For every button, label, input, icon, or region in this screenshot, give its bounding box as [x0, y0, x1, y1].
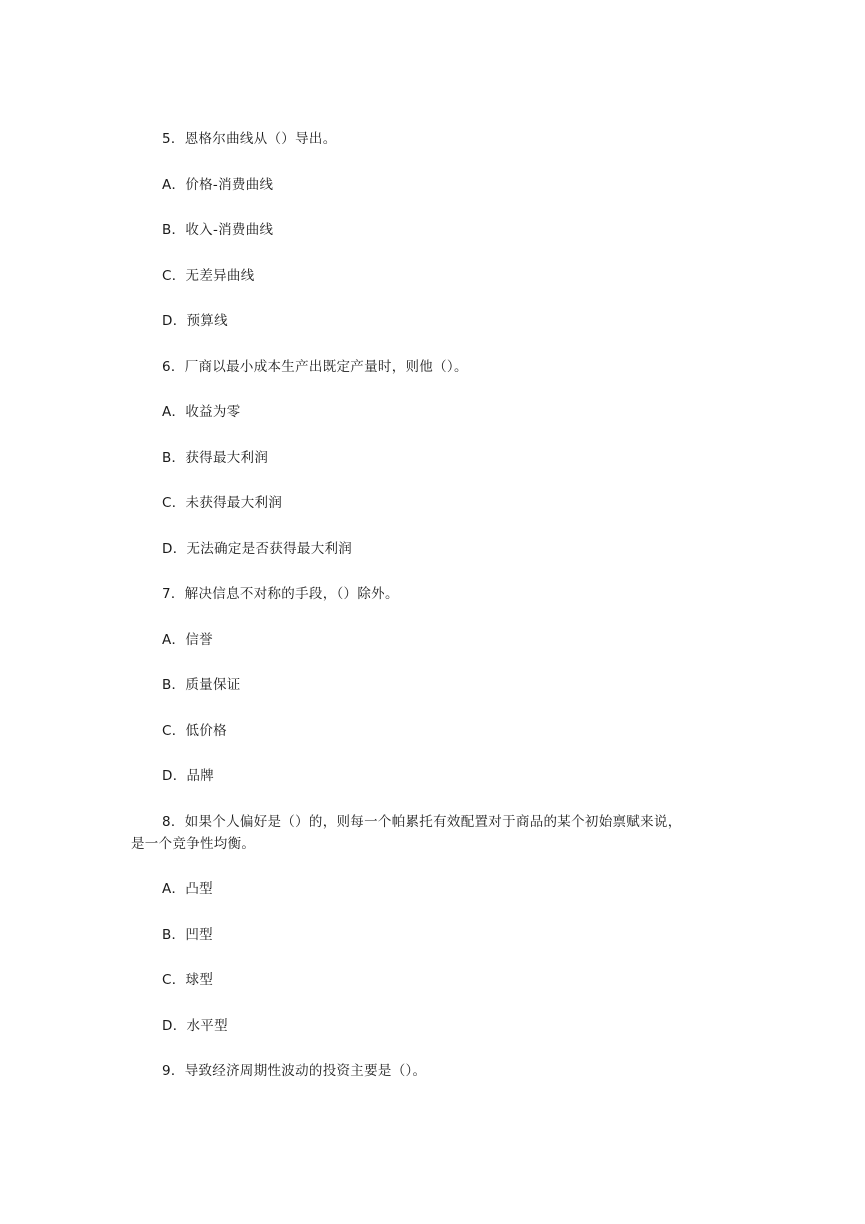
question-9-stem: 9．导致经济周期性波动的投资主要是（）。	[162, 1063, 427, 1079]
question-6-stem: 6．厂商以最小成本生产出既定产量时，则他（）。	[162, 359, 468, 375]
question-5-option-d: D．预算线	[162, 313, 228, 329]
question-8-option-a: A．凸型	[162, 881, 213, 897]
question-5-option-b: B．收入-消费曲线	[162, 222, 274, 238]
question-6-option-a: A．收益为零	[162, 404, 241, 420]
question-7-option-c: C．低价格	[162, 723, 227, 739]
question-7-option-b: B．质量保证	[162, 677, 241, 693]
question-8-option-d: D．水平型	[162, 1018, 228, 1034]
question-7-option-d: D．品牌	[162, 768, 215, 784]
question-5-stem: 5．恩格尔曲线从（）导出。	[162, 131, 337, 147]
question-8-stem: 8．如果个人偏好是（）的，则每一个帕累托有效配置对于商品的某个初始禀赋来说，	[162, 814, 682, 830]
question-7-option-a: A．信誉	[162, 632, 213, 648]
question-8-option-c: C．球型	[162, 972, 214, 988]
question-6-option-c: C．未获得最大利润	[162, 495, 283, 511]
question-6-option-d: D．无法确定是否获得最大利润	[162, 541, 353, 557]
question-6-option-b: B．获得最大利润	[162, 450, 269, 466]
question-8-option-b: B．凹型	[162, 927, 213, 943]
question-5-option-c: C．无差异曲线	[162, 268, 255, 284]
question-5-option-a: A．价格-消费曲线	[162, 177, 274, 193]
question-8-stem-continued: 是一个竞争性均衡。	[131, 836, 256, 852]
question-7-stem: 7．解决信息不对称的手段，（）除外。	[162, 586, 399, 602]
